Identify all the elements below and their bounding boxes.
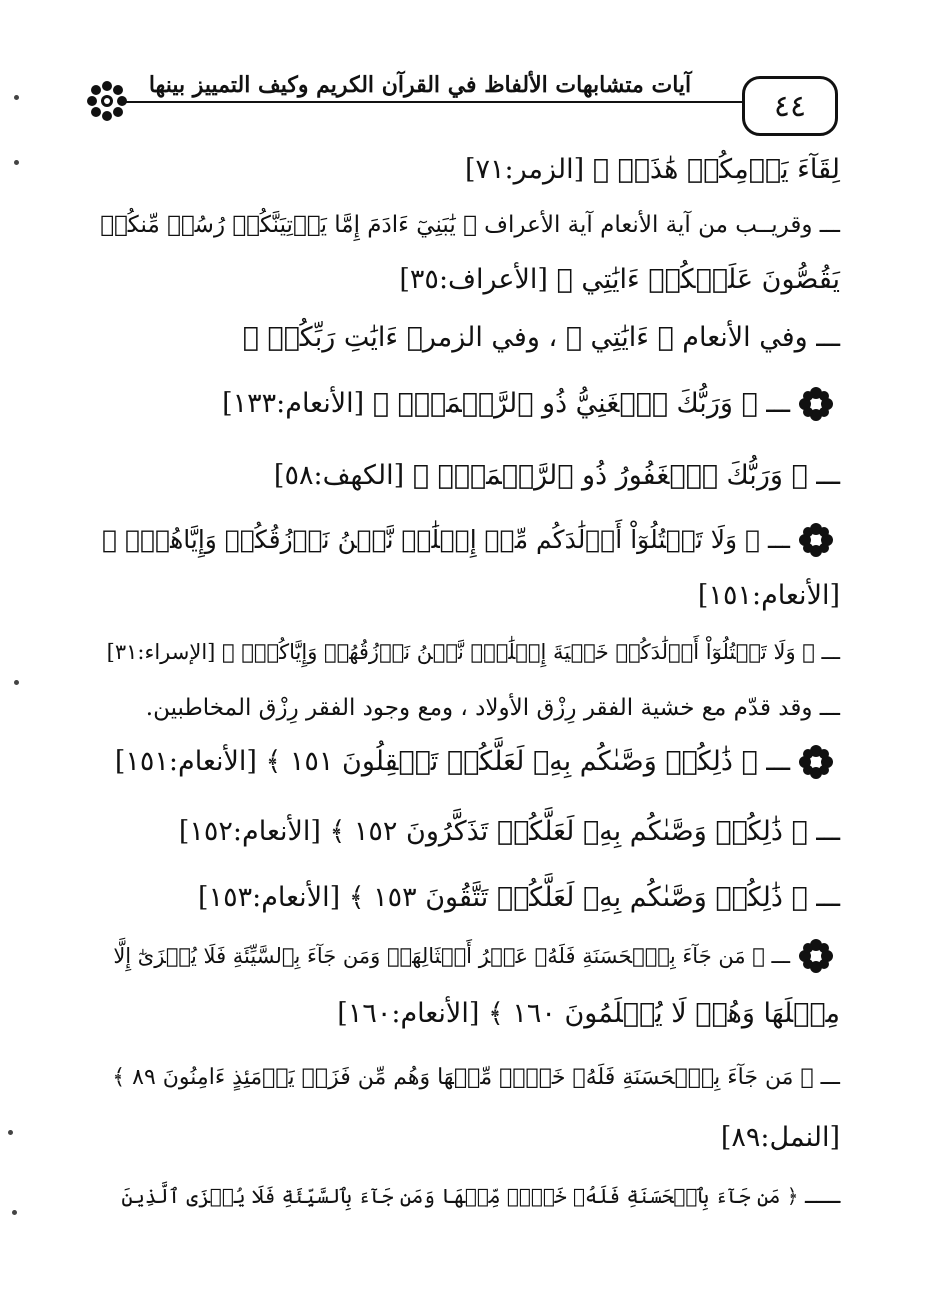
- section-flower-icon: [798, 744, 834, 780]
- section-flower-icon: [798, 522, 834, 558]
- scan-dot: [14, 160, 19, 165]
- scan-dot: [14, 95, 19, 100]
- text-line-4: ـــ وفي الأنعام ﴿ ءَايَٰتِي ﴾ ، وفي الزمر﴿ ءَايَٰتِ رَبِّكُمۡ ﴾: [242, 322, 840, 353]
- text-line-3: يَقُصُّونَ عَلَيۡكُمۡ ءَايَٰتِي ﴾ [الأعراف:٣٥]: [399, 264, 840, 295]
- text-line-6: ـــ ﴿ وَرَبُّكَ ٱلۡغَفُورُ ذُو ٱلرَّحۡمَةِۖ ﴾ [الكهف:٥٨]: [273, 460, 840, 491]
- page-number: ٤٤: [742, 76, 838, 136]
- text-line-13: ـــ ﴿ ذَٰلِكُمۡ وَصَّىٰكُم بِهِۦ لَعَلَّكُمۡ تَتَّقُونَ ١٥٣ ﴾ [الأنعام:١٥٣]: [198, 882, 840, 913]
- scan-dot: [8, 1130, 13, 1135]
- text-line-14: ـــ ﴿ مَن جَآءَ بِٱلۡحَسَنَةِ فَلَهُۥ عَشۡرُ أَمۡثَالِهَاۖ وَمَن جَآءَ بِٱلسَّيِّئَةِ فَلَا يُجۡزَىٰٓ إِلَّا: [113, 944, 790, 968]
- header-ornament-icon: [84, 78, 130, 124]
- text-line-15: مِثۡلَهَا وَهُمۡ لَا يُظۡلَمُونَ ١٦٠ ﴾ [الأنعام:١٦٠]: [337, 998, 840, 1029]
- text-line-11: ـــ ﴿ ذَٰلِكُمۡ وَصَّىٰكُم بِهِۦ لَعَلَّكُمۡ تَعۡقِلُونَ ١٥١ ﴾ [الأنعام:١٥١]: [114, 746, 790, 777]
- text-line-5: ـــ ﴿ وَرَبُّكَ ٱلۡغَنِيُّ ذُو ٱلرَّحۡمَةِۚ ﴾ [الأنعام:١٣٣]: [222, 388, 790, 419]
- text-line-2: ـــ وقريــب من آية الأنعام آية الأعراف ﴿ يَٰبَنِيٓ ءَادَمَ إِمَّا يَأۡتِيَنَّكُمۡ رُسُلٞ مِّنكُمۡ: [100, 212, 840, 238]
- scan-dot: [12, 1210, 17, 1215]
- text-line-12: ـــ ﴿ ذَٰلِكُمۡ وَصَّىٰكُم بِهِۦ لَعَلَّكُمۡ تَذَكَّرُونَ ١٥٢ ﴾ [الأنعام:١٥٢]: [178, 816, 840, 847]
- scan-dot: [14, 680, 19, 685]
- text-line-8: [الأنعام:١٥١]: [697, 580, 840, 611]
- text-line-10: ـــ وقد قدّم مع خشية الفقر رِزْق الأولاد ، ومع وجود الفقر رِزْق المخاطبين.: [145, 695, 840, 721]
- section-flower-icon: [798, 938, 834, 974]
- text-line-17: [النمل:٨٩]: [720, 1122, 840, 1153]
- text-line-18: ـــ ﴿ مَن جَآءَ بِٱلۡحَسَنَةِ فَلَهُۥ خَيۡرٞ مِّنۡهَا وَمَن جَآءَ بِٱلسَّيِّئَةِ فَلَا يُجۡزَى ٱلَّذِينَ: [121, 1184, 840, 1208]
- running-header-title: آيات متشابهات الألفاظ في القرآن الكريم وكيف التمييز بينها: [148, 72, 692, 98]
- text-line-7: ـــ ﴿ وَلَا تَقۡتُلُوٓاْ أَوۡلَٰدَكُم مِّنۡ إِمۡلَٰقٖ نَّحۡنُ نَرۡزُقُكُمۡ وَإِيَّاهُمۡۖ ﴾: [102, 525, 790, 554]
- text-line-9: ـــ ﴿ وَلَا تَقۡتُلُوٓاْ أَوۡلَٰدَكُمۡ خَشۡيَةَ إِمۡلَٰقٖۖ نَّحۡنُ نَرۡزُقُهُمۡ وَإِيَّاكُمۡۚ ﴾ [الإسراء:٣١]: [106, 640, 840, 664]
- text-line-1: لِقَآءَ يَوۡمِكُمۡ هَٰذَاۚ ﴾ [الزمر:٧١]: [464, 154, 840, 185]
- text-line-16: ـــ ﴿ مَن جَآءَ بِٱلۡحَسَنَةِ فَلَهُۥ خَيۡرٞ مِّنۡهَا وَهُم مِّن فَزَعٖ يَوۡمَئِذٍ ءَامِنُونَ ٨٩ ﴾: [112, 1065, 840, 1090]
- section-flower-icon: [798, 386, 834, 422]
